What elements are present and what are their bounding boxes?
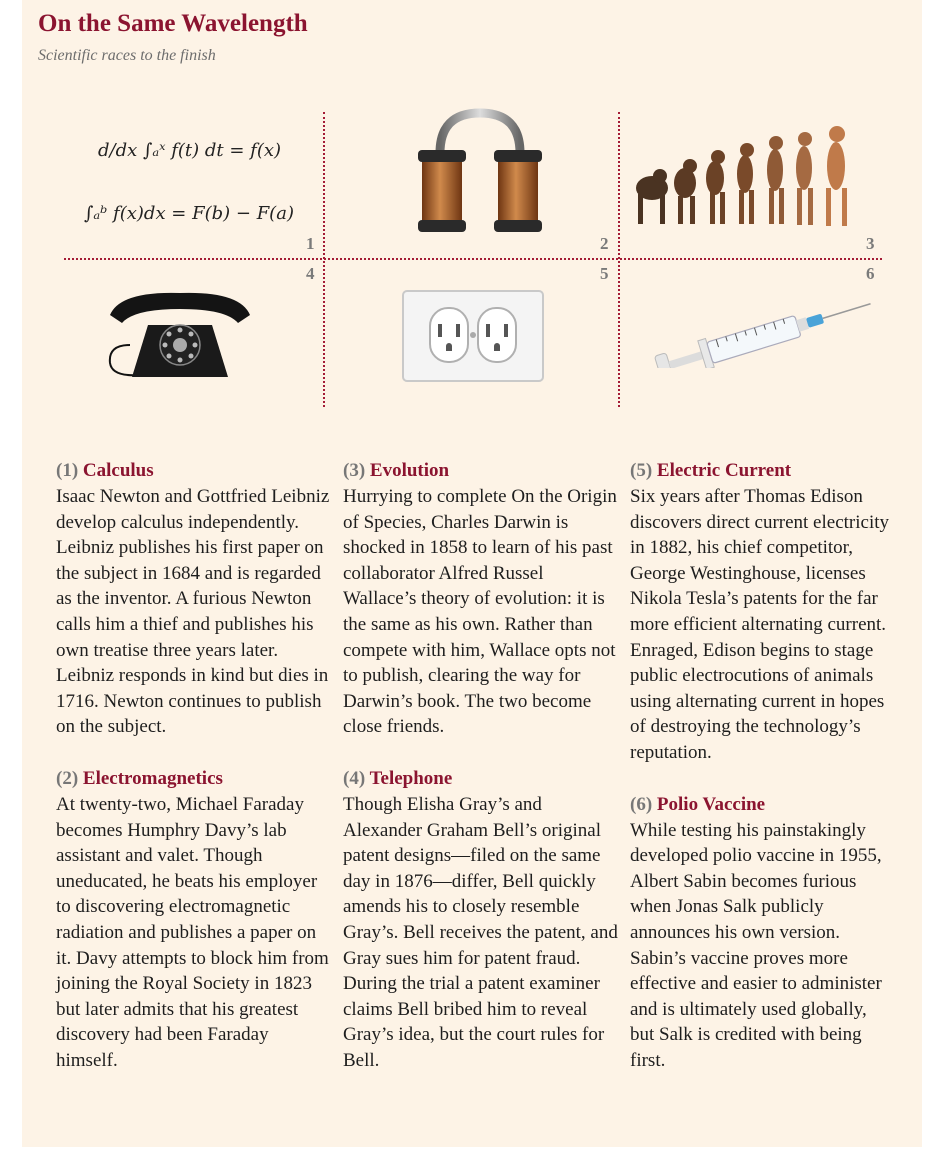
- entry-text: At twenty-two, Michael Faraday becomes Humphry Davy’s lab assistant and valet. Though uneducated, he beats his employer to discovering electromagnetic radiation and publishes a paper on it. Davy attempts to block him from joining the Royal Society in 1823 but later admits that his greatest discovery had been Faraday himself.: [56, 793, 329, 1071]
- page-subtitle: Scientific races to the finish: [38, 47, 216, 64]
- text-column-1: [56, 458, 331, 1099]
- grid-number-1: 1: [306, 234, 315, 253]
- entry-electromagnetics: [56, 766, 331, 1074]
- entry-text: Hurrying to complete On the Origin of Species, Charles Darwin is shocked in 1858 to learn of his past collaborator Alfred Russel Wallace’s theory of evolution: it is the same as his own. Rather than compete with him, Wallace opts not to publish, clearing the way for Darwin’s book. The two become close friends.: [343, 486, 617, 738]
- text-column-2: [343, 458, 618, 1099]
- grid-divider-horizontal: [64, 258, 882, 260]
- entry-heading: [343, 766, 618, 792]
- telephone-image: [100, 285, 260, 385]
- entry-text: While testing his painstakingly developed polio vaccine in 1955, Albert Sabin becomes furious when Jonas Salk publicly announces his own version. Sabin’s vaccine proves more effective and easier to administer and is ultimately used globally, but Salk is credited with being first.: [630, 819, 882, 1071]
- electromagnet-image: [410, 108, 550, 238]
- grid-number-2: 2: [600, 234, 609, 253]
- entry-text: Isaac Newton and Gottfried Leibniz develop calculus independently. Leibniz publishes his first paper on the subject in 1684 and is regarded as the inventor. A furious Newton calls him a thief and publishes his own treatise three years later. Leibniz responds in kind but dies in 1716. Newton continues to publish on the subject.: [56, 486, 330, 738]
- entry-title: Telephone: [369, 767, 453, 789]
- entry-evolution: [343, 458, 618, 740]
- entry-number: (6): [630, 793, 653, 815]
- entry-heading: [343, 458, 618, 484]
- grid-number-6: 6: [866, 264, 875, 283]
- entry-number: (5): [630, 460, 653, 481]
- entry-heading: [630, 792, 892, 818]
- entry-title: Calculus: [82, 460, 154, 481]
- entry-electric-current: [630, 458, 892, 766]
- entry-title: Electric Current: [656, 460, 792, 481]
- calculus-equation-1: d/dx ∫ₐˣ f(t) dt = f(x): [98, 140, 282, 161]
- entry-polio-vaccine: [630, 792, 892, 1074]
- entry-title: Evolution: [369, 460, 450, 481]
- entry-number: (1): [56, 460, 79, 481]
- entry-heading: [56, 766, 331, 792]
- entry-text: Though Elisha Gray’s and Alexander Graham Bell’s original patent designs—filed on the same day in 1876—differ, Bell quickly amends his to closely resemble Gray’s. Bell receives the patent, and Gray sues him for patent fraud. During the trial a patent examiner claims Bell bribed him to reveal Gray’s idea, but the court rules for Bell.: [343, 793, 618, 1071]
- grid-number-3: 3: [866, 234, 875, 253]
- entry-telephone: [343, 766, 618, 1074]
- entry-number: (2): [56, 767, 79, 789]
- text-column-3: [630, 458, 892, 1099]
- entry-title: Polio Vaccine: [656, 793, 766, 815]
- electrical-outlet-image: [402, 290, 544, 382]
- entry-heading: [56, 458, 331, 484]
- grid-number-5: 5: [600, 264, 609, 283]
- entry-title: Electromagnetics: [82, 767, 223, 789]
- calculus-equation-2: ∫ₐᵇ f(x)dx = F(b) − F(a): [84, 203, 294, 224]
- grid-number-4: 4: [306, 264, 315, 283]
- entry-text: Six years after Thomas Edison discovers direct current electricity in 1882, his chief competitor, George Westinghouse, licenses Nikola Tesla’s patents for the far more efficient alternating current. Enraged, Edison begins to stage public electrocutions of animals using alternating current in hopes of destroying the technology’s reputation.: [630, 486, 890, 763]
- entry-calculus: [56, 458, 331, 740]
- evolution-image: [630, 118, 870, 230]
- page-title: On the Same Wavelength: [38, 10, 308, 37]
- entry-number: (4): [343, 767, 366, 789]
- syringe-image: [646, 296, 876, 368]
- entry-heading: [630, 458, 892, 484]
- entry-number: (3): [343, 460, 366, 481]
